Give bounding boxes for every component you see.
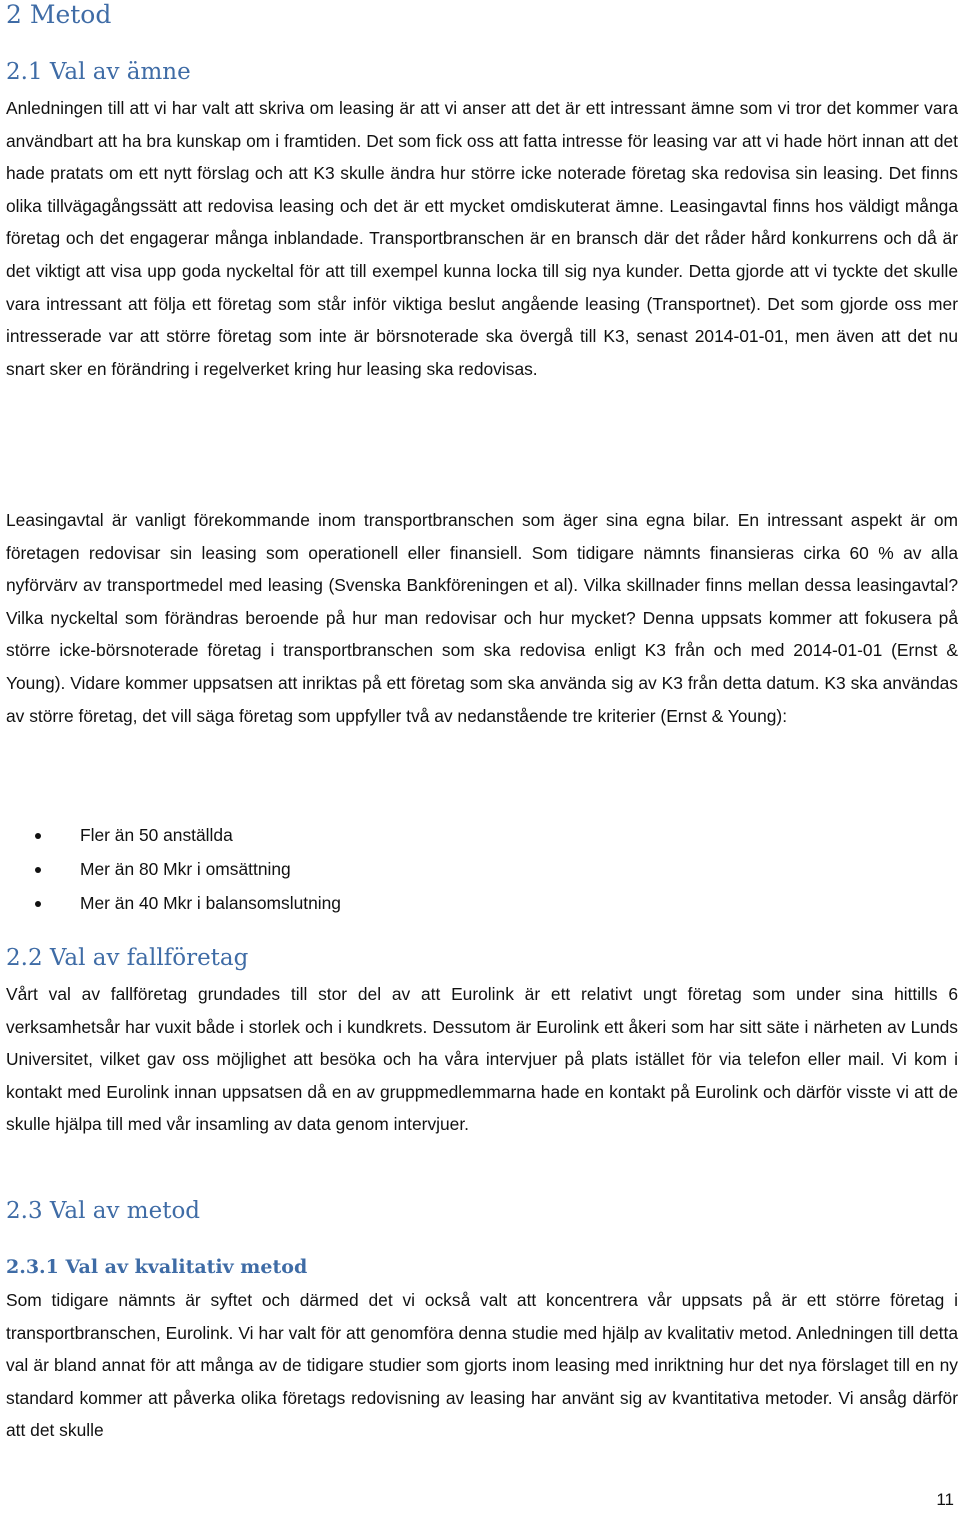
bullet-icon [35,867,41,873]
heading-val-av-amne: 2.1 Val av ämne [6,59,191,85]
page-number: 11 [936,1490,954,1509]
bullet-icon [35,833,41,839]
criteria-list [6,818,341,920]
paragraph-val-av-fallforetag: Vårt val av fallföretag grundades till stor del av att Eurolink är ett relativt ungt företag som under sina hittills 6 verksamhetsår har vuxit både i storlek och i kundkrets. Dessutom är Eurolink ett åkeri som har sitt säte i närheten av Lunds Universitet, vilket gav oss möjlighet att besöka och ha våra intervjuer på plats istället för via telefon eller mail. Vi kom i kontakt med Eurolink innan uppsatsen då en av gruppmedlemmarna hade en kontakt på Eurolink och därför visste vi att de skulle hjälpa till med vår insamling av data genom intervjuer. [6,984,958,1135]
list-item: Fler än 50 anställda [6,818,341,852]
paragraph-val-av-amne-1: Anledningen till att vi har valt att skriva om leasing är att vi anser att det är ett intressant ämne som vi tror det kommer vara användbart att ha bra kunskap om i framtiden. Det som fick oss att fatta intresse för leasing var att vi hade hört innan att det hade pratats om ett nytt förslag och att K3 skulle ändra hur större icke noterade företag ska redovisa sin leasing. Det finns olika tillvägagångssätt att redovisa leasing och det är ett mycket omdiskuterat ämne. Leasingavtal finns hos väldigt många företag och det engagerar många inblandade. Transportbranschen är en bransch där det råder hård konkurrens och då är det viktigt att visa upp goda nyckeltal för att till exempel kunna locka till sig nya kunder. Detta gjorde att vi tyckte det skulle vara intressant att följa ett företag som står inför viktiga beslut angående leasing (Transportnet). Det som gjorde oss mer intresserade var att större företag som inte är börsnoterade ska övergå till K3, senast 2014-01-01, men även att det nu snart sker en förändring i regelverket kring hur leasing ska redovisas. [6,98,958,379]
list-item: Mer än 80 Mkr i omsättning [6,852,341,886]
heading-val-av-fallforetag: 2.2 Val av fallföretag [6,945,249,971]
paragraph-val-av-kvalitativ-metod: Som tidigare nämnts är syftet och därmed det vi också valt att koncentrera vår uppsats på är ett större företag i transportbranschen, Eurolink. Vi har valt för att genomföra denna studie med hjälp av kvalitativ metod. Anledningen till detta val är bland annat för att många av de tidigare studier som gjorts inom leasing med inriktning hur det nya förslaget till en ny standard kommer att påverka olika företags redovisning av leasing har använt sig av kvantitativa metoder. Vi ansåg därför att det skulle [6,1290,958,1441]
paragraph-val-av-amne-2: Leasingavtal är vanligt förekommande inom transportbranschen som äger sina egna bilar. En intressant aspekt är om företagen redovisar sin leasing som operationell eller finansiell. Som tidigare nämnts finansieras cirka 60 % av alla nyförvärv av transportmedel med leasing (Svenska Bankföreningen et al). Vilka skillnader finns mellan dessa leasingavtal? Vilka nyckeltal som förändras beroende på hur man redovisar och hur mycket? Denna uppsats kommer att fokusera på större icke-börsnoterade företag i transportbranschen som ska redovisa enligt K3 från och med 2014-01-01 (Ernst & Young). Vidare kommer uppsatsen att inriktas på ett företag som ska använda sig av K3 från detta datum. K3 ska användas av större företag, det vill säga företag som uppfyller två av nedanstående tre kriterier (Ernst & Young): [6,510,958,726]
heading-val-av-metod: 2.3 Val av metod [6,1198,201,1224]
bullet-icon [35,901,41,907]
subheading-val-av-kvalitativ-metod: 2.3.1 Val av kvalitativ metod [6,1256,308,1278]
section-heading: 2 Metod [6,0,112,29]
list-item: Mer än 40 Mkr i balansomslutning [6,886,341,920]
